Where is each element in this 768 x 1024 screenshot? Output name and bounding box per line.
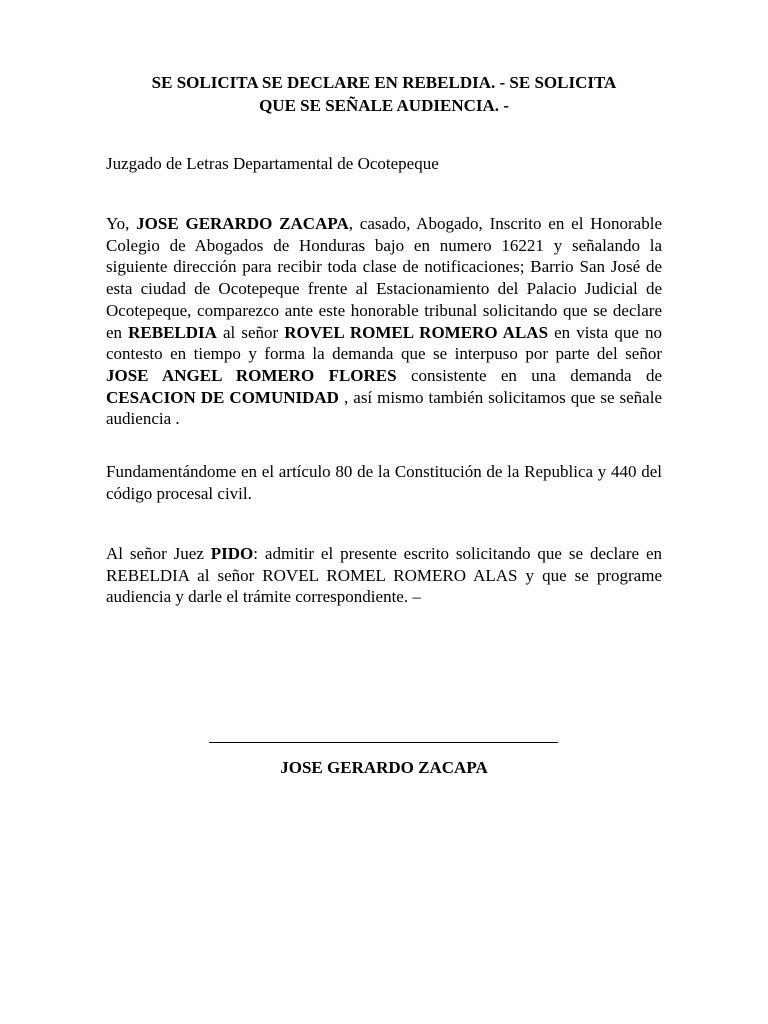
p3-text-2: : admitir el presente escrito solicitando que se declare en REBELDIA al señor ROVEL ROMEL ROMERO ALAS y que se programe audiencia y darle el trámite correspondiente. – [106,544,662,607]
paragraph-legal-basis: Fundamentándome en el artículo 80 de la Constitución de la Republica y 440 del código procesal civil. [106,462,662,503]
addressee: Juzgado de Letras Departamental de Ocotepeque [106,154,439,173]
signature-line [209,742,558,743]
paragraph-request [106,543,662,608]
p1-text-5: consistente en una demanda de [396,365,662,385]
p1-bold-3: ROVEL ROMEL ROMERO ALAS [284,322,549,342]
paragraph-petition [106,213,662,430]
p1-text-3: al señor [216,322,285,342]
p1-bold-1: JOSE GERARDO ZACAPA [136,214,349,233]
p1-text-4: en vista que no contesto en tiempo y forma la demanda que se interpuso por parte del señor [106,322,662,364]
document-title [106,71,662,117]
signature-name: JOSE GERARDO ZACAPA [280,758,488,777]
title-line-2: QUE SE SEÑALE AUDIENCIA. - [259,96,509,115]
p1-text-6: , así mismo también solicitamos que se señale audiencia . [106,387,662,429]
p3-bold-1: PIDO [210,544,254,563]
p1-text-2: , casado, Abogado, Inscrito en el Honorable Colegio de Abogados de Honduras bajo en numero 16221 y señalando la siguiente dirección para recibir toda clase de notificaciones; Barrio San José de esta ciudad de Ocotepeque frente al Estacionamiento del Palacio Judicial de Ocotepeque, comparezco ante este honorable tribunal solicitando que se declare en [106,214,662,342]
title-line-1: SE SOLICITA SE DECLARE EN REBELDIA. - SE SOLICITA [151,73,617,92]
p1-bold-2: REBELDIA [128,322,217,342]
p1-bold-5: CESACION DE COMUNIDAD [106,387,339,407]
p3-text-1: Al señor Juez [106,544,211,563]
p1-text-1: Yo, [106,214,137,233]
p1-bold-4: JOSE ANGEL ROMERO FLORES [106,365,397,385]
